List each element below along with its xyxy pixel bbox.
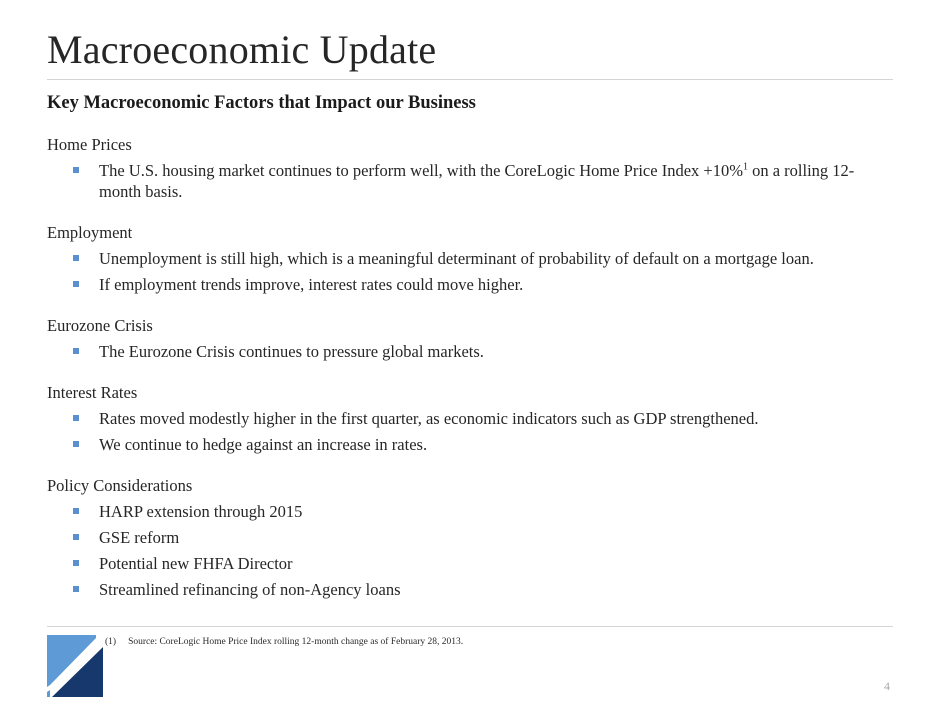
square-bullet-icon — [73, 281, 79, 287]
section-interest-rates — [47, 383, 893, 455]
footnote-marker: (1) — [105, 637, 117, 647]
footer-divider — [47, 626, 893, 627]
section-heading: Policy Considerations — [47, 476, 193, 495]
bullet-text — [99, 161, 854, 201]
square-bullet-icon — [73, 508, 79, 514]
section-heading: Employment — [47, 223, 133, 242]
square-bullet-icon — [73, 586, 79, 592]
page-number: 4 — [884, 679, 890, 693]
company-logo-icon — [47, 635, 103, 697]
bullet-text: Rates moved modestly higher in the first quarter, as economic indicators such as GDP strengthened. — [99, 409, 759, 428]
square-bullet-icon — [73, 441, 79, 447]
bullet-text: Potential new FHFA Director — [99, 554, 293, 573]
bullet-text-start: The U.S. housing market continues to perform well, with the CoreLogic Home Price Index +10% — [99, 161, 743, 180]
bullet-text: The Eurozone Crisis continues to pressure global markets. — [99, 342, 484, 361]
bullet-item — [47, 434, 893, 455]
slide-title: Macroeconomic Update — [47, 27, 437, 72]
bullet-item — [47, 579, 893, 600]
bullet-text: Streamlined refinancing of non-Agency loans — [99, 580, 401, 599]
section-home-prices — [47, 135, 893, 202]
bullet-item — [47, 553, 893, 574]
bullet-item — [47, 527, 893, 548]
bullet-item — [47, 341, 893, 362]
bullet-text: We continue to hedge against an increase in rates. — [99, 435, 428, 454]
bullet-item — [47, 160, 893, 202]
bullet-item — [47, 501, 893, 522]
section-heading: Interest Rates — [47, 383, 138, 402]
bullet-item — [47, 274, 893, 295]
logo-light-corner — [47, 690, 50, 697]
bullet-text-end: on a rolling 12-month basis. — [99, 161, 855, 201]
section-policy-considerations — [47, 476, 893, 600]
bullet-text: GSE reform — [99, 528, 180, 547]
square-bullet-icon — [73, 560, 79, 566]
square-bullet-icon — [73, 534, 79, 540]
logo-graphic — [47, 635, 103, 697]
bullet-text: HARP extension through 2015 — [99, 502, 303, 521]
bullet-item — [47, 408, 893, 429]
section-eurozone-crisis — [47, 316, 893, 362]
title-divider — [47, 79, 893, 80]
section-employment — [47, 223, 893, 295]
square-bullet-icon — [73, 255, 79, 261]
section-heading: Eurozone Crisis — [47, 316, 153, 335]
footnote — [105, 637, 463, 647]
slide-subtitle: Key Macroeconomic Factors that Impact our Business — [47, 93, 476, 113]
square-bullet-icon — [73, 415, 79, 421]
square-bullet-icon — [73, 167, 79, 173]
square-bullet-icon — [73, 348, 79, 354]
bullet-text: If employment trends improve, interest rates could move higher. — [99, 275, 524, 294]
footnote-text: Source: CoreLogic Home Price Index rolling 12-month change as of February 28, 2013. — [128, 637, 464, 647]
section-heading: Home Prices — [47, 135, 132, 154]
slide-content — [47, 135, 893, 605]
bullet-item — [47, 248, 893, 269]
bullet-text: Unemployment is still high, which is a meaningful determinant of probability of default on a mortgage loan. — [99, 249, 814, 268]
footnote-reference: 1 — [742, 161, 748, 173]
